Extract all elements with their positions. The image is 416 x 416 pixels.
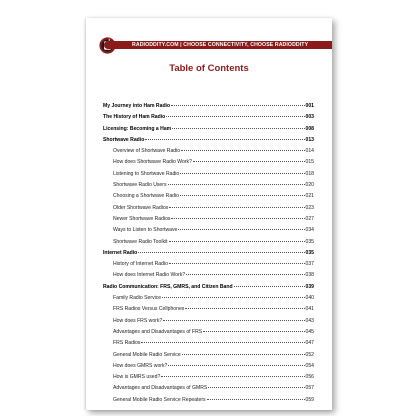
toc-page-number: 001 [305, 103, 314, 109]
toc-page-number: 043 [305, 317, 314, 324]
banner-text: RADIODDITY.COM | CHOOSE CONNECTIVITY, CHOOSE RADIODDITY [132, 42, 309, 48]
dot-leader [166, 116, 304, 117]
toc-entry-label: Radio Communication: FRS, GMRS, and Citizen Band [103, 283, 233, 290]
toc-entry-label: Newer Shortwave Radios [113, 215, 171, 222]
toc-section-entry [103, 306, 314, 317]
dot-leader [168, 365, 304, 366]
dot-leader [180, 195, 305, 196]
toc-chapter-entry [103, 250, 314, 261]
toc-section-entry [103, 216, 314, 227]
page-title: Table of Contents [169, 63, 249, 74]
toc-page-number: 034 [305, 227, 314, 234]
dot-leader [163, 320, 304, 321]
toc-page-number: 059 [305, 396, 314, 403]
toc-page-number: 041 [305, 306, 314, 313]
toc-entry-label: History of Internet Radio [113, 261, 168, 268]
toc-section-entry [103, 182, 314, 193]
table-of-contents [103, 103, 314, 408]
toc-section-entry [103, 352, 314, 363]
toc-entry-label: How does FRS work? [113, 317, 163, 324]
dot-leader [178, 229, 304, 230]
toc-entry-label: General Mobile Radio Service [113, 351, 181, 358]
toc-entry-label: How is GMRS used? [113, 374, 161, 381]
toc-page-number: 027 [305, 215, 314, 222]
toc-section-entry [103, 363, 314, 374]
toc-section-entry [103, 340, 314, 351]
dot-leader [208, 387, 304, 388]
toc-page-number: 003 [305, 114, 314, 121]
dot-leader [141, 342, 304, 343]
toc-entry-label: How does GMRS work? [113, 362, 168, 369]
dot-leader [168, 184, 305, 185]
toc-entry-label: FRS Radios [113, 340, 141, 347]
toc-entry-label: Family Radio Service [113, 295, 162, 302]
dot-leader [193, 161, 305, 162]
dot-leader [185, 308, 304, 309]
toc-chapter-entry [103, 137, 314, 148]
toc-entry-label: Licensing: Becoming a Ham [103, 125, 172, 132]
toc-page-number: 018 [305, 170, 314, 177]
toc-entry-label: Advantages and Disadvantages of FRS [113, 328, 203, 335]
toc-entry-label: General Mobile Radio Service Repeaters [113, 396, 206, 403]
toc-page-number: 035 [305, 238, 314, 245]
toc-page-number: 020 [305, 182, 314, 189]
toc-page-number: 035 [305, 249, 314, 256]
toc-section-entry [103, 227, 314, 238]
toc-entry-label: Listening to Shortwave Radio [113, 170, 180, 177]
toc-section-entry [103, 193, 314, 204]
toc-page-number: 040 [305, 295, 314, 302]
toc-entry-label: Internet Radio [103, 249, 138, 256]
toc-section-entry [103, 272, 314, 283]
toc-page-number: 015 [305, 159, 314, 166]
dot-leader [207, 399, 305, 400]
header-banner [104, 41, 332, 49]
toc-page-number: 023 [305, 204, 314, 211]
toc-section-entry [103, 295, 314, 306]
dot-leader [145, 139, 304, 140]
toc-page-number: 039 [305, 283, 314, 290]
toc-page-number: 054 [305, 362, 314, 369]
toc-entry-label: My Journey into Ham Radio [103, 103, 171, 109]
toc-section-entry [103, 239, 314, 250]
toc-page-number: 037 [305, 261, 314, 268]
toc-page-number: 047 [305, 340, 314, 347]
toc-page-number: 014 [305, 148, 314, 155]
toc-entry-label: Shortwave Radio Users [113, 182, 167, 189]
toc-entry-label: How does Shortwave Radio Work? [113, 159, 192, 166]
toc-chapter-entry [103, 284, 314, 295]
dot-leader [171, 105, 304, 106]
toc-section-entry [103, 374, 314, 385]
toc-page-number: 013 [305, 136, 314, 143]
document-page [86, 18, 332, 410]
dot-leader [169, 241, 305, 242]
toc-entry-label: Shortwave Radio [103, 136, 145, 143]
toc-section-entry [103, 318, 314, 329]
dot-leader [138, 252, 304, 253]
dot-leader [181, 150, 304, 151]
toc-entry-label: Choosing a Shortwave Radio [113, 193, 179, 200]
toc-chapter-entry [103, 103, 314, 114]
dot-leader [203, 331, 304, 332]
toc-entry-label: Ways to Listen to Shortwave [113, 227, 178, 234]
dot-leader [182, 354, 305, 355]
toc-entry-label: FRS Radios Versus Cellphones [113, 306, 185, 313]
dot-leader [180, 173, 304, 174]
toc-section-entry [103, 148, 314, 159]
toc-entry-label: Older Shortwave Radios [113, 204, 169, 211]
toc-entry-label: Overview of Shortwave Radio [113, 148, 181, 155]
toc-section-entry [103, 261, 314, 272]
dot-leader [162, 297, 304, 298]
dot-leader [161, 376, 304, 377]
dot-leader [169, 263, 305, 264]
toc-section-entry [103, 159, 314, 170]
toc-page-number: 052 [305, 351, 314, 358]
toc-section-entry [103, 397, 314, 408]
toc-section-entry [103, 171, 314, 182]
dot-leader [186, 274, 304, 275]
toc-chapter-entry [103, 114, 314, 125]
toc-page-number: 056 [305, 374, 314, 381]
dot-leader [169, 207, 304, 208]
dot-leader [172, 128, 304, 129]
toc-page-number: 057 [305, 385, 314, 392]
toc-page-number: 038 [305, 272, 314, 279]
toc-page-number: 045 [305, 328, 314, 335]
toc-section-entry [103, 385, 314, 396]
toc-entry-label: The History of Ham Radio [103, 114, 166, 121]
toc-entry-label: Advantages and Disadvantages of GMRS [113, 385, 208, 392]
toc-entry-label: How does Internet Radio Work? [113, 272, 186, 279]
dot-leader [171, 218, 304, 219]
toc-page-number: 021 [305, 193, 314, 200]
dot-leader [234, 286, 305, 287]
toc-section-entry [103, 329, 314, 340]
toc-section-entry [103, 205, 314, 216]
toc-chapter-entry [103, 126, 314, 137]
toc-entry-label: Shortwave Radio Toolkit [113, 238, 168, 245]
toc-page-number: 008 [305, 125, 314, 132]
